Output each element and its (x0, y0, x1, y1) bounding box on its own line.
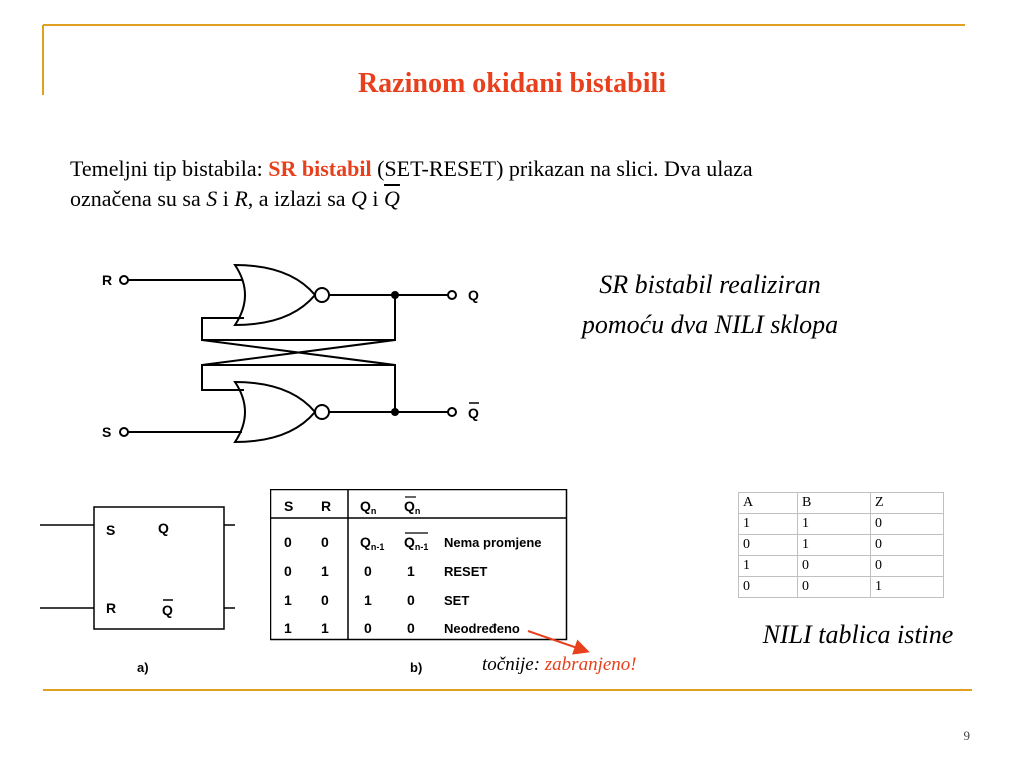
circuit-label-q: Q (468, 287, 479, 303)
feedback-wire-q (202, 295, 395, 340)
junction-dot-q (391, 291, 399, 299)
state-cell: $Q_{n-1}$ (404, 534, 429, 552)
symbol-label-s: S (106, 522, 116, 538)
nor-truth-table (738, 492, 944, 598)
intro-var-q: Q (351, 186, 367, 211)
table-cell: 1 (871, 577, 944, 598)
table-cell: 0 (871, 556, 944, 577)
state-header-s: S (284, 498, 294, 514)
intro-text: i (217, 186, 235, 211)
table-cell: 0 (798, 556, 871, 577)
input-terminal-s (120, 428, 128, 436)
table-cell: 1 (798, 535, 871, 556)
table-cell: 0 (739, 577, 798, 598)
nor-gate-bottom (235, 382, 315, 442)
state-cell: 0 (284, 563, 292, 579)
state-header-qbar: $Q_n$ (404, 498, 421, 516)
intro-paragraph (70, 154, 970, 214)
correction-note (482, 654, 637, 676)
intro-text: , a izlazi sa (247, 186, 352, 211)
intro-var-qbar: $\overline{Q}$ (384, 186, 400, 211)
state-cell: 1 (321, 620, 329, 636)
table-row (739, 556, 944, 577)
state-table (270, 489, 570, 644)
state-header-q: $Q_n$ (360, 498, 377, 516)
state-cell: 0 (321, 592, 329, 608)
circuit-label-s: S (102, 424, 112, 440)
circuit-label-r: R (102, 272, 113, 288)
intro-highlight: SR bistabil (268, 156, 372, 181)
state-cell: 1 (321, 563, 329, 579)
table-cell: 0 (739, 535, 798, 556)
table-cell: 1 (739, 514, 798, 535)
state-cell: 0 (364, 563, 372, 579)
symbol-label-q: Q (158, 520, 169, 536)
intro-var-r: R (234, 186, 248, 211)
input-terminal-r (120, 276, 128, 284)
state-desc: RESET (444, 564, 488, 579)
symbol-label-qbar: Q (162, 602, 173, 618)
symbol-label-r: R (106, 600, 117, 616)
state-desc: Neodređeno (444, 621, 520, 636)
table-cell: 1 (739, 556, 798, 577)
state-cell: 1 (284, 592, 292, 608)
table-header-cell: Z (871, 493, 944, 514)
nor-bubble-bottom (315, 405, 329, 419)
state-cell: $Q_{n-1}$ (360, 534, 385, 552)
state-cell: 1 (407, 563, 415, 579)
state-cell: 1 (364, 592, 372, 608)
state-desc: SET (444, 593, 470, 608)
output-terminal-qbar (448, 408, 456, 416)
circuit-caption-line: SR bistabil realiziran (599, 270, 821, 299)
feedback-wire-qbar (202, 365, 395, 412)
note-emphasis: zabranjeno! (544, 654, 637, 675)
output-terminal-q (448, 291, 456, 299)
sr-latch-diagram (90, 260, 510, 450)
table-cell: 0 (871, 535, 944, 556)
table-row (739, 514, 944, 535)
intro-text: i (366, 186, 385, 211)
circuit-caption (510, 265, 910, 345)
intro-text: (SET-RESET) prikazan na slici. Dva ulaza (371, 156, 753, 181)
table-header-row (739, 493, 944, 514)
state-cell: 0 (284, 534, 292, 550)
table-cell: 0 (871, 514, 944, 535)
table-row (739, 577, 944, 598)
table-header-cell: B (798, 493, 871, 514)
state-cell: 1 (284, 620, 292, 636)
nor-gate-top (235, 265, 315, 325)
intro-text: Temeljni tip bistabila: (70, 156, 269, 181)
note-prefix: točnije: (482, 654, 545, 675)
table-row (739, 535, 944, 556)
junction-dot-qbar (391, 408, 399, 416)
intro-var-s: S (206, 186, 218, 211)
slide-title: Razinom okidani bistabili (357, 68, 667, 99)
state-table-caption: b) (410, 660, 423, 675)
nor-bubble-top (315, 288, 329, 302)
state-header-r: R (321, 498, 332, 514)
circuit-label-qbar: Q (468, 405, 479, 421)
page-number: 9 (963, 728, 970, 743)
state-cell: 0 (321, 534, 329, 550)
truth-table-caption: NILI tablica istine (762, 620, 954, 649)
intro-text: označena su sa (70, 186, 207, 211)
sr-block-symbol (40, 505, 240, 635)
table-cell: 0 (798, 577, 871, 598)
symbol-caption: a) (137, 660, 149, 675)
state-desc: Nema promjene (444, 535, 542, 550)
table-header-cell: A (739, 493, 798, 514)
state-cell: 0 (407, 592, 415, 608)
state-cell: 0 (364, 620, 372, 636)
circuit-caption-line: pomoću dva NILI sklopa (581, 310, 839, 339)
state-cell: 0 (407, 620, 415, 636)
table-cell: 1 (798, 514, 871, 535)
